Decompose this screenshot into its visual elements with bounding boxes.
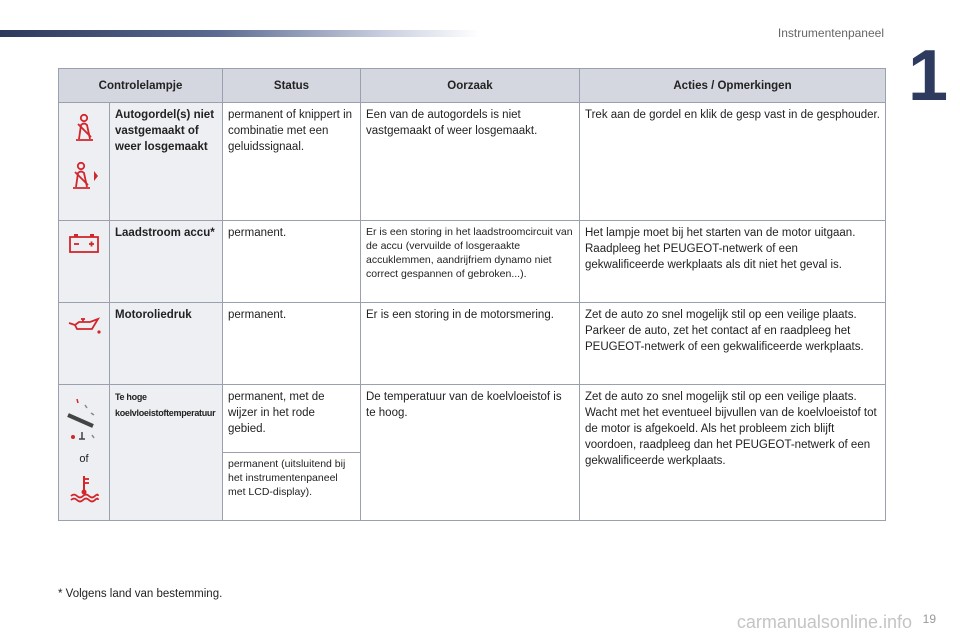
lamp-status-alt: permanent (uitsluitend bij het instrumentenpaneel met LCD-display). (223, 453, 361, 521)
lamp-action: Trek aan de gordel en klik de gesp vast in de gesphouder. (580, 103, 886, 221)
column-header-cause: Oorzaak (361, 69, 580, 103)
lamp-cause: De temperatuur van de koelvloeistof is te hoog. (361, 385, 580, 521)
battery-charge-icon (67, 231, 101, 255)
chapter-number: 1 (907, 36, 948, 116)
table-row (59, 385, 886, 453)
seatbelt-warning-icon (70, 113, 98, 143)
seatbelt-passenger-warning-icon (67, 161, 101, 191)
column-header-status: Status (223, 69, 361, 103)
lamp-name-text: Te hoge koelvloeistoftemperatuur (115, 392, 216, 418)
lamp-status: permanent of knippert in combinatie met een geluidssignaal. (223, 103, 361, 221)
table-row (59, 303, 886, 385)
lamp-name: Laadstroom accu* (110, 221, 223, 303)
lamp-name: Autogordel(s) niet vastgemaakt of weer losgemaakt (110, 103, 223, 221)
coolant-gauge-icon (65, 395, 103, 445)
column-header-lamp: Controlelampje (59, 69, 223, 103)
page-number: 19 (922, 612, 936, 626)
alternative-label: of (79, 453, 89, 465)
table-row (59, 221, 886, 303)
lamp-status: permanent. (223, 303, 361, 385)
lamp-icon-cell (59, 221, 110, 303)
table-header-row (59, 69, 886, 103)
lamp-cause: Er is een storing in het laadstroomcircuit van de accu (vervuilde of losgeraakte accuklemmen, aandrijfriem dynamo niet correct gespannen of gebroken...). (361, 221, 580, 303)
coolant-temperature-icon (68, 473, 100, 503)
lamp-icon-cell (59, 303, 110, 385)
lamp-status: permanent, met de wijzer in het rode gebied. (223, 385, 361, 453)
warning-lamps-table (58, 68, 886, 521)
watermark: carmanualsonline.info (736, 612, 912, 632)
oil-pressure-icon (66, 313, 102, 337)
lamp-status: permanent. (223, 221, 361, 303)
lamp-icon-cell (59, 103, 110, 221)
lamp-cause: Er is een storing in de motorsmering. (361, 303, 580, 385)
lamp-name (110, 385, 223, 521)
lamp-cause: Een van de autogordels is niet vastgemaakt of weer losgemaakt. (361, 103, 580, 221)
lamp-icon-cell (59, 385, 110, 521)
lamp-name: Motoroliedruk (110, 303, 223, 385)
lamp-action: Het lampje moet bij het starten van de motor uitgaan. Raadpleeg het PEUGEOT-netwerk of een gekwalificeerde werkplaats als dit niet het geval is. (580, 221, 886, 303)
column-header-actions: Acties / Opmerkingen (580, 69, 886, 103)
table-row (59, 103, 886, 221)
lamp-action: Zet de auto zo snel mogelijk stil op een veilige plaats. Parkeer de auto, zet het contact af en raadpleeg het PEUGEOT-netwerk of een gekwalificeerde werkplaats. (580, 303, 886, 385)
section-title: Instrumentenpaneel (777, 26, 884, 40)
lamp-action: Zet de auto zo snel mogelijk stil op een veilige plaats. Wacht met het eventueel bijvullen van de koelvloeistof tot de motor is afgekoeld. Als het probleem zich blijft voordoen, raadpleeg dan het PEUGEOT-netwerk of een gekwalificeerde werkplaats. (580, 385, 886, 521)
header-gradient-bar (0, 30, 480, 37)
footnote: * Volgens land van bestemming. (58, 588, 223, 600)
